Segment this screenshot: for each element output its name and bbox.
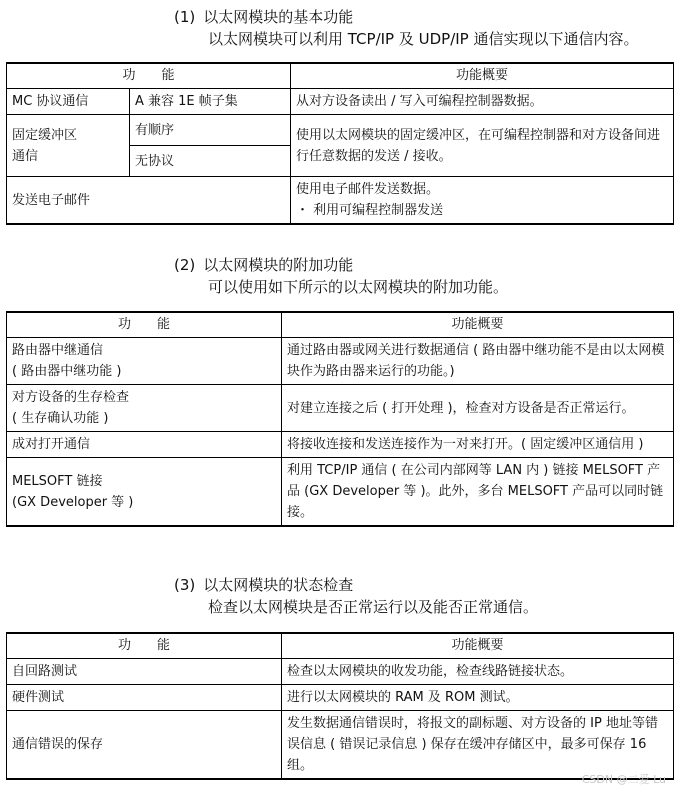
- header-overview: 功能概要: [291, 63, 674, 89]
- header-function: 功 能: [7, 633, 282, 659]
- function-desc: 将接收连接和发送连接作为一对来打开。( 固定缓冲区通信用 ): [282, 432, 674, 458]
- header-function: 功 能: [7, 63, 291, 89]
- function-name-line2: ( 路由器中继功能 ): [12, 364, 122, 379]
- function-desc: 通过路由器或网关进行数据通信 ( 路由器中继功能不是由以太网模块作为路由器来运行的功能。): [282, 338, 674, 385]
- function-name-line1: 固定缓冲区: [12, 127, 78, 143]
- table-row: [7, 458, 674, 527]
- section1-table: [6, 62, 674, 225]
- table-row: [7, 115, 674, 146]
- function-sub: 有顺序: [130, 115, 291, 146]
- function-sub: A 兼容 1E 帧子集: [130, 89, 291, 115]
- section2-description: 可以使用如下所示的以太网模块的附加功能。: [208, 278, 509, 296]
- table-row: [7, 685, 674, 711]
- function-desc: 从对方设备读出 / 写入可编程控制器数据。: [291, 89, 674, 115]
- function-name: MC 协议通信: [7, 89, 130, 115]
- table-header-row: [7, 63, 674, 89]
- section3-description: 检查以太网模块是否正常运行以及能否正常通信。: [208, 598, 539, 616]
- table-header-row: [7, 633, 674, 659]
- function-name-line1: 对方设备的生存检查: [12, 390, 130, 405]
- section3-number: (3): [174, 576, 196, 594]
- header-overview: 功能概要: [282, 633, 674, 659]
- function-name-line2: 通信: [12, 148, 39, 164]
- function-name: 发送电子邮件: [7, 177, 291, 225]
- function-desc: 检查以太网模块的收发功能，检查线路链接状态。: [282, 659, 674, 685]
- header-overview: 功能概要: [282, 312, 674, 338]
- function-desc: 对建立连接之后 ( 打开处理 )，检查对方设备是否正常运行。: [282, 385, 674, 432]
- function-desc-line1: 使用电子邮件发送数据。: [296, 182, 440, 197]
- watermark: CSDN @二爱 Lu: [581, 773, 666, 786]
- section1-heading: [174, 6, 353, 28]
- table-row: [7, 711, 674, 780]
- section3-table: [6, 632, 674, 780]
- section1-description: 以太网模块可以利用 TCP/IP 及 UDP/IP 通信实现以下通信内容。: [208, 30, 639, 48]
- section2-heading: [174, 254, 353, 276]
- function-name-line1: 路由器中继通信: [12, 343, 104, 358]
- function-sub: 无协议: [130, 146, 291, 177]
- section2-number: (2): [174, 256, 196, 274]
- function-name: [7, 338, 282, 385]
- table-row: [7, 177, 674, 225]
- section3-heading: [174, 574, 353, 596]
- section1-title: 以太网模块的基本功能: [203, 8, 354, 26]
- function-desc: 发生数据通信错误时，将报文的副标题、对方设备的 IP 地址等错误信息 ( 错误记录信息 ) 保存在缓冲存储区中，最多可保存 16 组。: [282, 711, 674, 780]
- function-desc-line2: ・ 利用可编程控制器发送: [296, 203, 444, 218]
- header-function: 功 能: [7, 312, 282, 338]
- function-name: 成对打开通信: [7, 432, 282, 458]
- table-row: [7, 385, 674, 432]
- function-name-line2: (GX Developer 等 ): [12, 494, 134, 510]
- function-name: [7, 458, 282, 527]
- table-row: [7, 338, 674, 385]
- section2-table: [6, 311, 674, 527]
- table-row: [7, 89, 674, 115]
- function-name: 硬件测试: [7, 685, 282, 711]
- function-desc: [291, 177, 674, 225]
- function-desc: 使用以太网模块的固定缓冲区，在可编程控制器和对方设备间进行任意数据的发送 / 接收。: [291, 115, 674, 177]
- section1-number: (1): [174, 8, 196, 26]
- function-name: 自回路测试: [7, 659, 282, 685]
- section2-title: 以太网模块的附加功能: [203, 256, 354, 274]
- function-desc: 进行以太网模块的 RAM 及 ROM 测试。: [282, 685, 674, 711]
- function-name: 通信错误的保存: [7, 711, 282, 780]
- function-name-line2: ( 生存确认功能 ): [12, 411, 109, 426]
- function-name-line1: MELSOFT 链接: [12, 473, 103, 489]
- function-desc: 利用 TCP/IP 通信 ( 在公司内部网等 LAN 内 ) 链接 MELSOFT 产品 (GX Developer 等 )。此外，多台 MELSOFT 产品可以同时链接。: [282, 458, 674, 527]
- table-row: [7, 432, 674, 458]
- table-row: [7, 659, 674, 685]
- function-name: [7, 385, 282, 432]
- table-header-row: [7, 312, 674, 338]
- function-name: [7, 115, 130, 177]
- section3-title: 以太网模块的状态检查: [203, 576, 354, 594]
